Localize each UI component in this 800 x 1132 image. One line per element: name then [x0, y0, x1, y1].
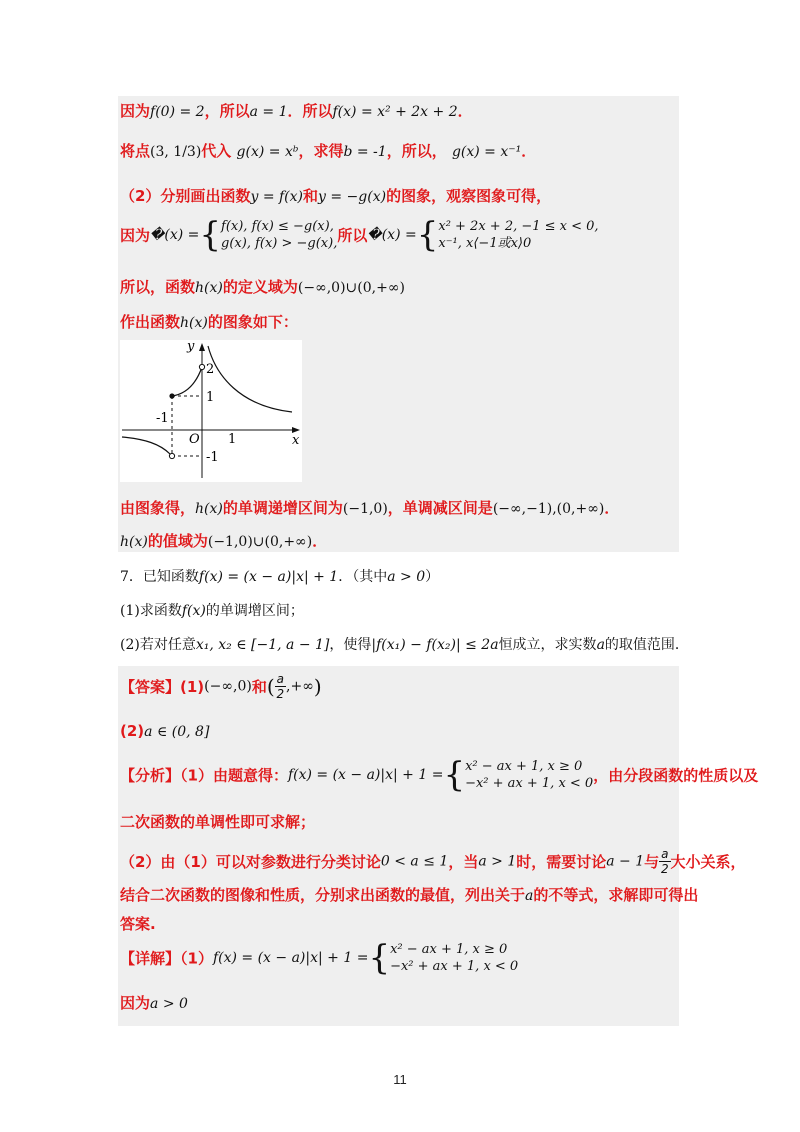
page-number: 11 — [393, 1072, 407, 1087]
piecewise-phi-2: {x² + 2x + 2, −1 ≤ x < 0, x⁻¹, x⟨−1或x⟩0 — [416, 215, 599, 255]
analysis-line-1: 【分析】（1）由题意得：f(x) = (x − a)|x| + 1 ={x² − ax + 1, x ≥ 0 −x² + ax + 1, x < 0，由分段函数的性质以及 — [120, 755, 759, 795]
question-7: 7．已知函数f(x) = (x − a)|x| + 1．（其中a > 0） — [120, 569, 440, 585]
line-5: 所以，函数h(x)的定义域为(−∞,0)∪(0,+∞) — [120, 278, 405, 296]
line-1: 因为f(0) = 2，所以a = 1．所以f(x) = x² + 2x + 2． — [120, 102, 473, 120]
tick-1-x: 1 — [228, 432, 237, 447]
detail-line-1: 【详解】（1）f(x) = (x − a)|x| + 1 ={x² − ax + 1, x ≥ 0 −x² + ax + 1, x < 0 — [120, 938, 519, 978]
point-open-2 — [199, 364, 204, 369]
tick-neg1-y: -1 — [206, 450, 219, 465]
line-3: （2）分别画出函数y = f(x)和y = −g(x)的图象，观察图象可得， — [120, 187, 552, 205]
fraction-a-over-2-analysis: $\frac{a}{2}$ — [661, 847, 669, 876]
point-closed — [169, 393, 174, 398]
analysis-line-3: （2）由（1）可以对参数进行分类讨论0 < a ≤ 1，当a > 1时，需要讨论a − 1与 $\frac{a}{2}$大小关系， — [120, 847, 746, 876]
piecewise-phi-1: {f(x), f(x) ≤ −g(x), g(x), f(x) > −g(x), — [199, 215, 338, 255]
point-open-neg1 — [169, 453, 174, 458]
analysis-line-5: 答案. — [120, 915, 156, 933]
detail-line-2: 因为a > 0 — [120, 994, 188, 1012]
answer-line-2: (2)a ∈ (0, 8] — [120, 722, 210, 740]
origin-label: O — [189, 432, 200, 447]
line-6: 作出函数h(x)的图象如下： — [120, 313, 298, 331]
analysis-line-2: 二次函数的单调性即可求解； — [120, 813, 316, 831]
tick-1: 1 — [206, 390, 215, 405]
question-7-part-1: (1)求函数f(x)的单调增区间； — [120, 603, 304, 619]
line-2: 将点(3, 1/3)代入 g(x) = xᵇ，求得b = -1，所以， g(x) = x⁻¹． — [120, 142, 537, 160]
fraction-a-over-2: $\frac{a}{2}$ — [276, 672, 285, 701]
tick-neg1-x: -1 — [156, 411, 169, 426]
line-8: h(x)的值域为(−1,0)∪(0,+∞)． — [120, 532, 328, 550]
y-axis-label: y — [187, 340, 195, 354]
piecewise-f-detail: {x² − ax + 1, x ≥ 0 −x² + ax + 1, x < 0 — [368, 938, 519, 978]
question-7-part-2: (2)若对任意x₁, x₂ ∈ [−1, a − 1]，使得|f(x₁) − f(x₂)| ≤ 2a恒成立，求实数a的取值范围． — [120, 637, 689, 653]
tick-2: 2 — [206, 362, 215, 377]
analysis-line-4: 结合二次函数的图像和性质，分别求出函数的最值，列出关于a的不等式，求解即可得出 — [120, 886, 699, 904]
line-4: 因为�(x) ={f(x), f(x) ≤ −g(x), g(x), f(x) > −g(x),所以�(x) ={x² + 2x + 2, −1 ≤ x < 0, x⁻¹, x⟨−1或x⟩0 — [120, 215, 599, 255]
answer-line-1: 【答案】(1)(−∞,0)和( $\frac{a}{2},+\infty$) — [120, 672, 322, 701]
x-axis-label: x — [292, 433, 300, 448]
line-7: 由图象得，h(x)的单调递增区间为(−1,0)，单调减区间是(−∞,−1),(0,+∞)． — [120, 499, 620, 517]
function-graph — [120, 340, 302, 482]
piecewise-f-analysis: {x² − ax + 1, x ≥ 0 −x² + ax + 1, x < 0 — [443, 755, 594, 795]
